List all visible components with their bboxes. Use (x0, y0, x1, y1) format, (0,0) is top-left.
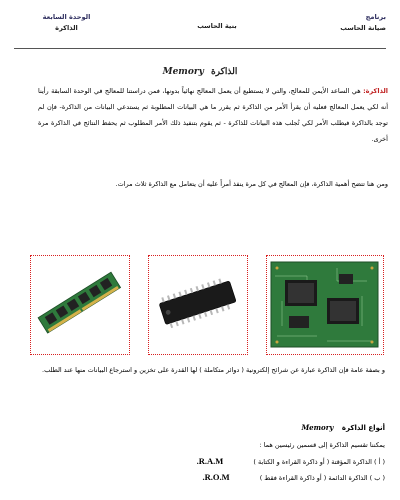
memory-type-rom (202, 472, 385, 482)
memory-type-ram (197, 456, 385, 466)
unit-label (14, 12, 119, 34)
memory-types-intro: يمكننا تقسيم الذاكرة إلى قسمين رئيسين هما : (259, 441, 385, 449)
program-line2: صيانة الحاسب (340, 24, 386, 32)
memory-definition-body: هي الساعد الأيمن للمعالج، والتي لا يستطيع أن يعمل المعالج نهائياً بدونها، فمن دراستنا للمعالج في الوحدة السابقة رأينا أنه لكي يعمل المعالج فعليه أن يقرأ الأمر من الذاكرة ثم يقرر ما هي البيانات المطلوبة ثم يستدعي البيانات من الذاكرة- فإن لم توجد بالذاكرة فيطلب الأمر لكي تُجلب هذه البيانات للذاكرة - ثم يقوم بتنفيذ ذلك الأمر المطلوب ثم يحفظ النتائج في الذاكرة مرة أخرى. (38, 87, 388, 143)
page-title (0, 67, 400, 77)
rom-description: ( ب ) الذاكرة الدائمة ( أو ذاكرة القراءة فقط ) (259, 474, 385, 482)
memory-types-heading (301, 423, 385, 432)
ram-description: ( أ ) الذاكرة المؤقتة ( أو ذاكرة القراءة و الكتابة ) (253, 458, 385, 466)
memory-definition-term: الذاكرة: (363, 87, 388, 95)
memory-types-heading-ar: أنواع الذاكرة (341, 424, 385, 432)
page-title-en: Memory (162, 67, 204, 77)
program-line1: برنامج (365, 13, 386, 21)
circuit-board-image (266, 255, 384, 355)
memory-images-row (30, 255, 385, 355)
memory-types-heading-en: Memory (301, 423, 334, 432)
header-divider (14, 48, 386, 49)
unit-line2: الذاكرة (55, 24, 78, 32)
page-header (14, 12, 386, 48)
ic-chip-icon (149, 256, 246, 353)
intro-paragraph (38, 83, 388, 147)
memory-chips-paragraph: و بصفة عامة فإن الذاكرة عبارة عن شرائح إلكترونية ( دوائر متكاملة ) لها القدرة على تخزين و استرجاع البيانات منها عند الطلب. (42, 366, 385, 374)
rom-abbreviation: R.O.M. (202, 472, 230, 482)
ram-abbreviation: R.A.M. (196, 456, 224, 466)
ram-stick-icon (31, 256, 128, 353)
course-title: بنية الحاسب (197, 22, 237, 30)
unit-line1: الوحدة السابعة (42, 13, 91, 21)
page-title-ar: الذاكرة (210, 67, 238, 77)
ram-module-image (30, 255, 130, 355)
dip-chip-image (148, 255, 248, 355)
importance-paragraph: ومن هنا تتضح أهمية الذاكرة، فإن المعالج في كل مرة ينفذ أمراً عليه أن يتعامل مع الذاكرة ثلاث مرات. (115, 180, 388, 188)
program-label (316, 12, 386, 34)
circuit-board-icon (267, 256, 382, 353)
